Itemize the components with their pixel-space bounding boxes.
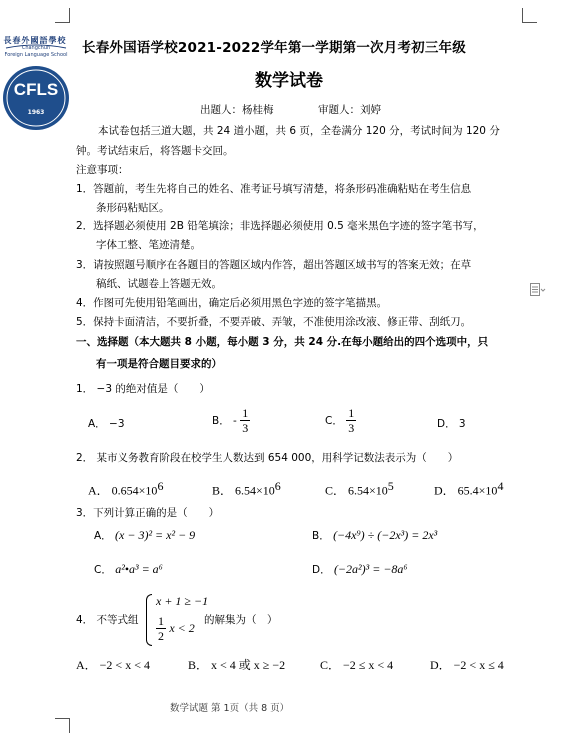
q3-option-b <box>312 528 437 543</box>
q4-ineq1: x + 1 ≥ −1 <box>156 594 209 608</box>
q1-option-c-label: C． <box>325 415 343 427</box>
q2-option-b-text: B． 6.54×10 <box>212 483 275 498</box>
q3-option-a <box>94 528 195 543</box>
q1-option-b-num: 1 <box>242 406 249 420</box>
q1-option-b-label: B． - <box>212 415 237 427</box>
q1-stem: 1． −3 的绝对值是（ ） <box>76 383 210 395</box>
q2-option-d <box>434 479 503 499</box>
q3-option-b-label: B． <box>312 530 330 542</box>
q2-option-c-exp: 5 <box>387 479 394 493</box>
notice-item-1-l2: 条形码粘贴区。 <box>96 202 170 214</box>
document-side-icon[interactable] <box>530 283 542 297</box>
notice-item-4-l1: 4．作图可先使用铅笔画出，确定后必须用黑色字迹的签字笔描黑。 <box>76 297 388 309</box>
q4-stem-post: 的解集为（ ） <box>204 614 278 626</box>
q4-ineq2-den: 2 <box>158 629 164 643</box>
q2-option-a <box>88 479 163 499</box>
logo-initials: CFLS <box>13 80 59 99</box>
q2-option-d-text: D． 65.4×10 <box>434 483 498 498</box>
crop-mark-bottom-left <box>55 718 70 733</box>
q3-option-a-math: (x − 3)² = x² − 9 <box>115 528 196 542</box>
q2-option-b <box>212 479 281 499</box>
q1-option-c <box>325 406 356 435</box>
q3-option-d-math: (−2a²)³ = −8a⁶ <box>333 562 408 576</box>
q2-option-a-text: A． 0.654×10 <box>88 483 158 498</box>
q3-option-d <box>312 562 408 577</box>
q3-option-b-math: (−4x⁹) ÷ (−2x³) = 2x³ <box>333 528 438 542</box>
q3-option-c <box>94 562 163 577</box>
q3-stem: 3．下列计算正确的是（ ） <box>76 507 220 519</box>
q1-option-d: D． 3 <box>437 418 466 430</box>
q1-option-c-num: 1 <box>348 406 355 420</box>
author-line: 出题人：杨桂梅 <box>200 104 274 116</box>
q1-option-b-fraction <box>240 406 250 435</box>
subject-title: 数学试卷 <box>255 71 323 91</box>
notice-item-5-l1: 5．保持卡面清洁，不要折叠，不要弄破、弄皱，不准使用涂改液、修正带、刮纸刀。 <box>76 316 472 328</box>
q3-option-c-math: a²•a³ = a⁶ <box>115 562 163 576</box>
q2-option-c <box>325 479 394 499</box>
q4-system-brace <box>146 594 152 646</box>
q1-option-b-den: 3 <box>242 421 249 435</box>
q2-option-a-exp: 6 <box>157 479 164 493</box>
q1-option-b <box>212 406 250 435</box>
q2-option-b-exp: 6 <box>274 479 281 493</box>
notice-item-2-l2: 字体工整、笔迹清楚。 <box>96 239 201 251</box>
q4-option-d: D． −2 < x ≤ 4 <box>430 658 504 672</box>
notice-heading: 注意事项： <box>76 164 129 176</box>
q4-ineq2-rest: x < 2 <box>169 621 195 635</box>
q3-option-c-label: C． <box>94 564 112 576</box>
q2-option-c-text: C． 6.54×10 <box>325 483 388 498</box>
crop-mark-top-left <box>55 8 70 23</box>
q3-option-d-label: D． <box>312 564 331 576</box>
q1-option-c-fraction <box>346 406 356 435</box>
section1-heading-l1: 一、选择题（本大题共 8 小题，每小题 3 分，共 24 分.在每小题给出的四个选项中，只 <box>76 336 489 348</box>
page-footer: 数学试题 第 1页（共 8 页） <box>170 703 290 714</box>
notice-item-3-l2: 稿纸、试题卷上答题无效。 <box>96 278 222 290</box>
logo-year: 1963 <box>27 109 45 116</box>
crop-mark-top-right <box>522 8 537 23</box>
notice-item-1-l1: 1．答题前，考生先将自己的姓名、准考证号填写清楚，将条形码准确粘贴在考生信息 <box>76 183 472 195</box>
q4-option-c: C． −2 ≤ x < 4 <box>320 658 394 672</box>
notice-item-2-l1: 2．选择题必须使用 2B 铅笔填涂；非选择题必须使用 0.5 毫米黑色字迹的签字笔书写， <box>76 220 484 232</box>
q2-option-d-exp: 4 <box>497 479 504 493</box>
logo-mid-text1: Changchun <box>21 45 51 51</box>
q4-ineq2-fraction <box>156 614 166 643</box>
reviewer-line: 审题人：刘婷 <box>318 104 381 116</box>
q4-ineq2 <box>156 614 195 643</box>
notice-item-3-l1: 3．请按照题号顺序在各题目的答题区域内作答，超出答题区域书写的答案无效；在草 <box>76 259 472 271</box>
section1-heading-l2: 有一项是符合题目要求的） <box>96 358 222 370</box>
intro-line2: 钟。考试结束后，将答题卡交回。 <box>76 145 234 157</box>
q4-stem-pre: 4． 不等式组 <box>76 614 139 626</box>
q4-ineq2-num: 1 <box>158 614 164 628</box>
q4-option-b: B． x < 4 或 x ≥ −2 <box>188 658 286 672</box>
logo-top-text: 長春外國語學校 <box>3 36 67 45</box>
intro-line1: 本试卷包括三道大题，共 24 道小题，共 6 页，全卷满分 120 分，考试时间为 120 分 <box>98 125 500 137</box>
q1-option-a: A． −3 <box>88 418 125 430</box>
q1-option-c-den: 3 <box>348 421 355 435</box>
logo-mid-text2: Foreign Language School <box>4 52 68 58</box>
q2-stem: 2． 某市义务教育阶段在校学生人数达到 654 000，用科学记数法表示为（ ） <box>76 452 459 464</box>
q3-option-a-label: A． <box>94 530 112 542</box>
q4-option-a: A． −2 < x < 4 <box>76 658 150 672</box>
school-logo <box>0 30 72 134</box>
exam-title: 长春外国语学校2021-2022学年第一学期第一次月考初三年级 <box>82 40 466 56</box>
